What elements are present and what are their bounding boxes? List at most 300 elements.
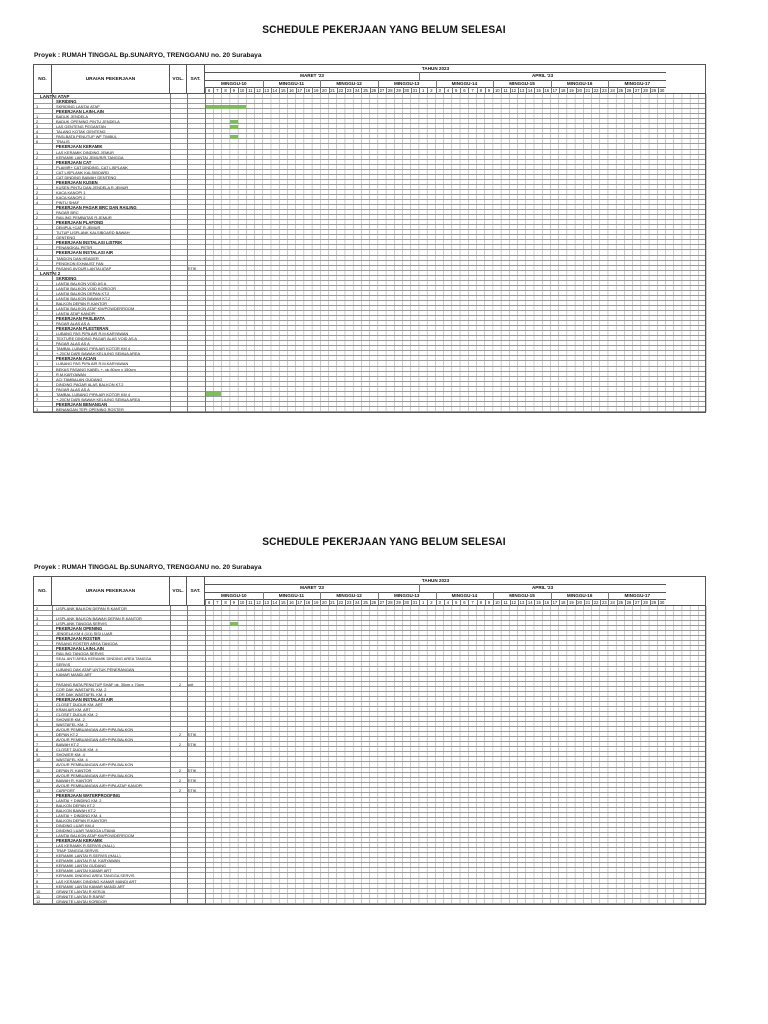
row-description: SKRIDING — [56, 275, 77, 281]
row-number: 7 — [36, 742, 39, 748]
row-description: LANTAI BALKON VOID KORIDOR — [56, 285, 117, 291]
row-number: 6 — [36, 823, 39, 829]
row-description: DINDING PAGAR ALAS BALKON KT.2 — [56, 381, 124, 387]
header-day-divider — [600, 599, 601, 606]
row-description: LANTAI BALKON DEPAN KT.2 — [56, 290, 110, 296]
header-day-divider — [320, 599, 321, 606]
header-day-divider — [485, 87, 486, 94]
row-number: 1 — [36, 114, 39, 120]
row-number: 11 — [36, 767, 41, 773]
header-day: 27 — [634, 88, 640, 93]
header-uraian: URAIAN PEKERJAAN — [52, 577, 170, 606]
header-day: 9 — [232, 600, 235, 605]
row-description: PEKERJAAN OPENING — [56, 626, 103, 632]
header-day-divider — [271, 599, 272, 606]
column-divider — [205, 94, 206, 412]
header-day: 30 — [659, 88, 665, 93]
row-description: PENGKON EXHAUST FAN — [56, 260, 104, 266]
header-day: 2 — [430, 88, 433, 93]
header-vol: VOL. — [170, 577, 187, 606]
column-divider — [170, 94, 171, 412]
header-day-divider — [518, 87, 519, 94]
schedule-bar — [230, 120, 238, 124]
header-day: 23 — [601, 88, 607, 93]
header-day: 4 — [446, 88, 450, 93]
header-day-divider — [658, 599, 659, 606]
header-week: MINGGU-14 — [451, 592, 478, 598]
row-description: CLOSET DUDUK KM. ART — [56, 701, 103, 707]
row-number: 10 — [36, 757, 41, 763]
header-day: 14 — [527, 600, 533, 605]
header-day: 22 — [338, 88, 344, 93]
row-description: BALKON DEPAN KT.2 — [56, 802, 95, 808]
header-day-divider — [460, 599, 461, 606]
row-number: 2 — [36, 119, 39, 125]
row-description: AVOUR PEMBUANGAN AIR+PIPA BALKON — [56, 727, 134, 733]
row-number: 7 — [36, 396, 39, 402]
header-day: 7 — [471, 600, 474, 605]
row-description: PEKERJAAN PLESTERAN — [56, 326, 109, 332]
row-number: 1 — [36, 210, 39, 216]
header-sat: SAT. — [187, 577, 205, 606]
row-description: PAGAR ALAS AS A — [56, 386, 90, 392]
table-header — [33, 576, 706, 606]
header-day: 17 — [552, 88, 558, 93]
row-number: 1 — [36, 104, 39, 110]
column-divider — [187, 606, 188, 904]
row-unit: TITIK — [187, 742, 197, 748]
header-tahun: TAHUN 2023 — [421, 65, 450, 71]
header-day: 15 — [536, 600, 541, 605]
row-number: 1 — [36, 255, 39, 261]
row-description: TRALIS — [56, 139, 70, 145]
row-number: 3 — [36, 341, 39, 347]
row-number: 3 — [36, 290, 39, 296]
header-day-divider — [263, 599, 264, 606]
row-description: BALKON DEPAN R.KANTOR — [56, 817, 108, 823]
header-day: 19 — [313, 600, 319, 605]
row-description: BENANGAN TEPI OPENING ROSTER — [56, 406, 124, 412]
header-day-divider — [246, 87, 247, 94]
header-day: 2 — [430, 600, 433, 605]
schedule-bar — [230, 125, 238, 129]
row-number: 8 — [36, 878, 39, 884]
header-day: 22 — [593, 88, 599, 93]
row-description: R.M.KARYAWAN — [56, 371, 86, 377]
row-number: 2 — [36, 215, 39, 221]
row-description: DEPAN KT.2 — [56, 732, 78, 738]
row-number: 1 — [36, 321, 39, 327]
header-day: 14 — [272, 600, 278, 605]
row-number: 10 — [36, 888, 41, 894]
header-week: MINGGU-11 — [278, 592, 305, 598]
row-description: BALKON BAWAH KT.2 — [56, 807, 96, 813]
header-day: 6 — [207, 88, 211, 93]
header-day: 24 — [610, 600, 615, 605]
header-day: 14 — [527, 88, 533, 93]
row-description: RAILING PEMBATAS R.JEMUR — [56, 215, 112, 221]
row-description: LANTAI 2 — [40, 270, 61, 276]
header-week: MINGGU-11 — [278, 80, 305, 86]
row-number: 5 — [36, 863, 39, 869]
row-number: 3 — [36, 671, 39, 677]
header-day-divider — [625, 599, 626, 606]
header-day-divider — [403, 87, 404, 94]
header-day: 9 — [487, 88, 491, 93]
row-description: TUTUP LISPLANK KALSIBOARD BAWAH — [56, 230, 130, 236]
row-description: LANTAI BALKON ATAP KM/POWDERROOM — [56, 305, 135, 311]
header-day-divider — [329, 87, 330, 94]
header-day: 13 — [519, 600, 525, 605]
row-description: LISPLANK BALKON DEPAN R.KANTOR — [56, 606, 127, 611]
row-number: 2 — [36, 260, 39, 266]
header-day: 12 — [511, 88, 517, 93]
row-description: PAGAR ALAS AS A — [56, 341, 90, 347]
header-day-divider — [501, 87, 502, 94]
header-day-divider — [468, 87, 469, 94]
row-description: AVOUR PEMBUANGAN AIR+PIPA BALKON — [56, 737, 134, 743]
row-description: SEAL ANTI AREA KERAMIK DINDING AREA TANGGA — [56, 656, 152, 662]
row-description: LAS KERAMIK DINDING JEMUR — [56, 149, 114, 155]
header-day-divider — [584, 599, 585, 606]
row-description: PEKERJAAN WATERPROOFING — [56, 792, 121, 798]
row-description: +-20CM DARI BAWAH KELILING SEMUA AREA — [56, 396, 141, 402]
row-number: 5 — [36, 386, 39, 392]
row-number: 6 — [36, 391, 39, 397]
row-description: PEKERJAAN PAGAR BRC DAN RAILING — [56, 205, 137, 211]
row-description: PEKERJAAN INSTALASI AIR — [56, 250, 114, 256]
header-day-divider — [592, 87, 593, 94]
row-description: PEKERJAAN PLAFOND — [56, 220, 104, 226]
row-description: LAS KERAMIK DINDING KAMAR MANDI ART — [56, 878, 137, 884]
schedule-bar — [230, 622, 238, 626]
header-day-divider — [394, 599, 395, 606]
row-description: PASANG AVOUR LANTAI ATAP — [56, 265, 112, 271]
row-description: BADUK JENDELA — [56, 114, 88, 120]
row-unit: TITIK — [187, 777, 197, 783]
row-number: 1 — [36, 651, 39, 657]
row-description: CARPORT — [56, 787, 75, 793]
header-day: 6 — [207, 600, 211, 605]
row-description: GRANITE LANTAI R.KERJA — [56, 888, 106, 894]
header-day: 19 — [313, 88, 319, 93]
column-divider — [52, 94, 53, 412]
header-day: 27 — [379, 600, 385, 605]
header-day: 16 — [289, 88, 294, 93]
row-description: DEPAN R. KANTOR — [56, 767, 92, 773]
row-description: COR DAK WASTAFEL KM. 2 — [56, 686, 107, 692]
header-day: 22 — [338, 600, 344, 605]
row-description: DEMPUL+CAT R.JEMUR — [56, 225, 101, 231]
row-description: TRAP TANGGA SERVIS — [56, 848, 99, 854]
header-day: 28 — [643, 600, 648, 605]
header-day: 24 — [354, 88, 360, 93]
header-day-divider — [584, 87, 585, 94]
row-description: KERAMIK DINDING AREA TANGGA SERVIS — [56, 873, 135, 879]
row-number: 2 — [36, 189, 39, 195]
header-day-divider — [279, 87, 280, 94]
header-day: 10 — [494, 600, 500, 605]
row-number: 6 — [36, 139, 39, 145]
row-volume: 2 — [178, 732, 182, 738]
row-description: KERAMIK LANTAI R.SERVIS (HALL) — [56, 853, 121, 859]
header-day: 16 — [544, 88, 550, 93]
row-description: SKRIDING — [56, 99, 77, 105]
header-day: 10 — [239, 600, 245, 605]
header-week: MINGGU-16 — [566, 80, 593, 86]
row-number: 2 — [36, 285, 39, 291]
header-day-divider — [452, 87, 453, 94]
row-number: 2 — [36, 848, 39, 854]
header-day: 3 — [438, 88, 441, 93]
header-day-divider — [296, 599, 297, 606]
row-description: CLOSET DUDUK KM. 4 — [56, 747, 98, 753]
schedule-bar — [205, 105, 246, 109]
header-day: 5 — [454, 88, 458, 93]
header-sat: SAT. — [187, 65, 205, 94]
column-divider — [52, 606, 53, 904]
header-day: 29 — [651, 88, 657, 93]
row-description: SKRIDING LANTAI ATAP — [56, 104, 100, 110]
header-day-divider — [345, 87, 346, 94]
row-number: 12 — [36, 898, 41, 904]
header-day: 25 — [618, 88, 624, 93]
row-volume: 2 — [178, 787, 182, 793]
row-description: KERAMIK LANTAI KAMAR ART — [56, 868, 112, 874]
row-number: 1 — [36, 164, 39, 170]
header-day-divider — [551, 599, 552, 606]
header-day: 30 — [659, 600, 665, 605]
row-number: 12 — [36, 777, 41, 783]
header-day-divider — [477, 87, 478, 94]
row-number: 5 — [36, 300, 39, 306]
row-description: PEKERJAAN ROSTER — [56, 636, 101, 642]
row-number: 4 — [36, 717, 39, 723]
header-day: 26 — [371, 600, 377, 605]
row-number: 3 — [36, 616, 39, 622]
row-number: 11 — [36, 893, 41, 899]
header-day: 18 — [305, 600, 311, 605]
header-day: 20 — [322, 600, 327, 605]
header-day-divider — [526, 87, 527, 94]
row-description: CAT LISPLANK KALSIBOARD — [56, 169, 110, 175]
header-day: 23 — [346, 88, 352, 93]
row-number: 1 — [36, 280, 39, 286]
header-day-divider — [608, 87, 609, 94]
header-day: 12 — [256, 600, 261, 605]
row-description: LANTAI + DINDING KM. 2 — [56, 797, 102, 803]
row-number: 1 — [36, 361, 39, 367]
header-day: 26 — [371, 88, 377, 93]
row-number: 1 — [36, 245, 39, 251]
row-description: KERAMIK LANTAI GUDANG — [56, 863, 107, 869]
header-day: 13 — [519, 88, 525, 93]
row-number: 3 — [36, 265, 39, 271]
row-description: KRAN AIR KM. ART — [56, 706, 91, 712]
row-description: LANTAI ATAP KANOPI — [56, 311, 96, 317]
header-day: 28 — [643, 88, 648, 93]
header-day-divider — [254, 87, 255, 94]
row-number: 6 — [36, 305, 39, 311]
header-day-divider — [246, 599, 247, 606]
row-description: WASTAFEL KM. 2 — [56, 722, 88, 728]
row-description: PINTU SHAF — [56, 199, 80, 205]
header-day: 6 — [463, 88, 466, 93]
row-description: KAMAR MANDI ART — [56, 671, 93, 677]
row-number: 5 — [36, 686, 39, 692]
row-description: KACA KANOPI 2 — [56, 194, 86, 200]
header-day: 24 — [610, 88, 615, 93]
header-day-divider — [312, 87, 313, 94]
header-day-divider — [411, 599, 412, 606]
row-description: TALANG KOTAK GENTENG — [56, 129, 106, 135]
header-day: 21 — [330, 88, 335, 93]
header-day-divider — [361, 599, 362, 606]
header-divider — [419, 72, 420, 80]
row-description: PEKERJAAN KUSEN — [56, 179, 98, 185]
header-day-divider — [485, 599, 486, 606]
header-day: 7 — [216, 88, 219, 93]
header-day: 8 — [479, 600, 482, 605]
page-title: SCHEDULE PEKERJAAN YANG BELUM SELESAI — [262, 24, 506, 36]
row-number: 3 — [36, 711, 39, 717]
header-maret: MARET '23 — [300, 584, 324, 590]
header-day-divider — [493, 87, 494, 94]
header-maret: MARET '23 — [300, 72, 324, 78]
header-day: 20 — [577, 88, 582, 93]
header-day-divider — [230, 87, 231, 94]
row-description: ACI TAMBALAN GUDANG — [56, 376, 103, 382]
row-description: PEKERJAAN LAIN-LAIN — [56, 109, 104, 115]
header-day-divider — [567, 87, 568, 94]
header-week: MINGGU-17 — [624, 80, 651, 86]
header-day: 11 — [248, 600, 253, 605]
header-day-divider — [337, 599, 338, 606]
header-day-divider — [304, 599, 305, 606]
header-day-divider — [436, 599, 437, 606]
table-body — [33, 606, 706, 905]
header-day: 12 — [511, 600, 517, 605]
row-description: KERAMIK LANTAI JEMUR/R.TANGGA — [56, 154, 124, 160]
row-unit: TITIK — [187, 767, 197, 773]
header-day-divider — [287, 87, 288, 94]
header-day: 8 — [479, 88, 482, 93]
header-day: 22 — [593, 600, 599, 605]
header-day-divider — [304, 87, 305, 94]
row-description: TANDON DAN HEADER — [56, 255, 99, 261]
header-week: MINGGU-13 — [393, 592, 420, 598]
header-day-divider — [650, 599, 651, 606]
row-description: PEKERJAAN INSTALASI LISTRIK — [56, 240, 123, 246]
row-number: 3 — [36, 174, 39, 180]
header-day-divider — [427, 87, 428, 94]
row-description: PAGAR ALAS AS A — [56, 321, 90, 327]
header-day: 23 — [601, 600, 607, 605]
header-day-divider — [287, 599, 288, 606]
header-day: 20 — [577, 600, 582, 605]
row-number: 6 — [36, 732, 39, 738]
schedule-page-2 — [0, 512, 768, 1024]
row-description: LUBANG PAS PIPA AIR R.M.KARYAWAN — [56, 331, 129, 337]
header-day-divider — [592, 599, 593, 606]
row-description: COR DAK WASTAFEL KM. 4 — [56, 691, 107, 697]
header-day: 7 — [471, 88, 474, 93]
row-description: LANTAI BALKON ATAP KM/POWDERROOM — [56, 833, 135, 839]
header-day: 10 — [239, 88, 245, 93]
header-day-divider — [378, 599, 379, 606]
row-description: LANTAI + DINDING KM. 4 — [56, 812, 102, 818]
header-day: 16 — [289, 600, 294, 605]
header-day: 17 — [297, 88, 302, 93]
row-number: 1 — [36, 631, 39, 637]
header-day: 26 — [626, 88, 632, 93]
row-number: 8 — [36, 833, 39, 839]
row-description: DINDING LUAR TANGGA UTAMA — [56, 828, 116, 834]
header-day: 16 — [544, 600, 550, 605]
row-number: 2 — [36, 169, 39, 175]
header-day-divider — [460, 87, 461, 94]
header-day: 5 — [454, 600, 458, 605]
row-description: PASANG ROSTER AREA TANGGA — [56, 641, 118, 647]
row-description: PLAMIR+ CAT DINDING, CAT LISPLANK — [56, 164, 129, 170]
row-description: SHOWER KM. 2 — [56, 717, 85, 723]
row-number: 8 — [36, 747, 39, 753]
row-description: KUSEN PINTU DAN JENDELA R.JEMUR — [56, 184, 129, 190]
header-day: 11 — [248, 88, 253, 93]
header-no: NO. — [34, 577, 52, 606]
row-description: LANTAI BALKON VOID AS A — [56, 280, 107, 286]
row-description: LISPLANK BALKON BAWAH DEPAN R.KANTOR — [56, 616, 142, 622]
column-divider — [170, 606, 171, 904]
row-description: PEKERJAAN CAT — [56, 159, 92, 165]
row-description: CLOSET DUDUK KM. 2 — [56, 711, 98, 717]
row-number: 5 — [36, 817, 39, 823]
row-description: TAMBAL LUBANG PIPA AIR KOTOR KM 4 — [56, 391, 131, 397]
schedule-bar — [205, 392, 221, 396]
header-day-divider — [534, 87, 535, 94]
header-day-divider — [444, 599, 445, 606]
row-number: 2 — [36, 606, 39, 611]
row-number: 2 — [36, 371, 39, 377]
row-number: 5 — [36, 134, 39, 140]
row-number: 1 — [36, 184, 39, 190]
row-number: 4 — [36, 346, 39, 352]
header-day-divider — [263, 87, 264, 94]
row-volume: 2 — [178, 767, 182, 773]
row-description: PAGAR BRC — [56, 210, 79, 216]
header-day-divider — [221, 87, 222, 94]
header-day: 28 — [387, 88, 393, 93]
row-description: JENDELA KM 4 (1/1) SISI LUAR — [56, 631, 113, 637]
header-day: 28 — [387, 600, 393, 605]
table-row — [34, 407, 705, 412]
header-day-divider — [370, 87, 371, 94]
header-day: 19 — [569, 88, 574, 93]
header-day-divider — [419, 599, 420, 606]
row-number: 13 — [36, 787, 41, 793]
header-day-divider — [641, 599, 642, 606]
row-volume: 2 — [178, 742, 182, 748]
row-number: 2 — [36, 235, 39, 241]
header-day-divider — [221, 599, 222, 606]
header-day-divider — [493, 599, 494, 606]
header-day: 15 — [280, 88, 286, 93]
header-day-divider — [600, 87, 601, 94]
header-day: 21 — [585, 600, 591, 605]
row-number: 3 — [36, 853, 39, 859]
header-day: 6 — [463, 600, 466, 605]
header-day: 11 — [503, 88, 508, 93]
